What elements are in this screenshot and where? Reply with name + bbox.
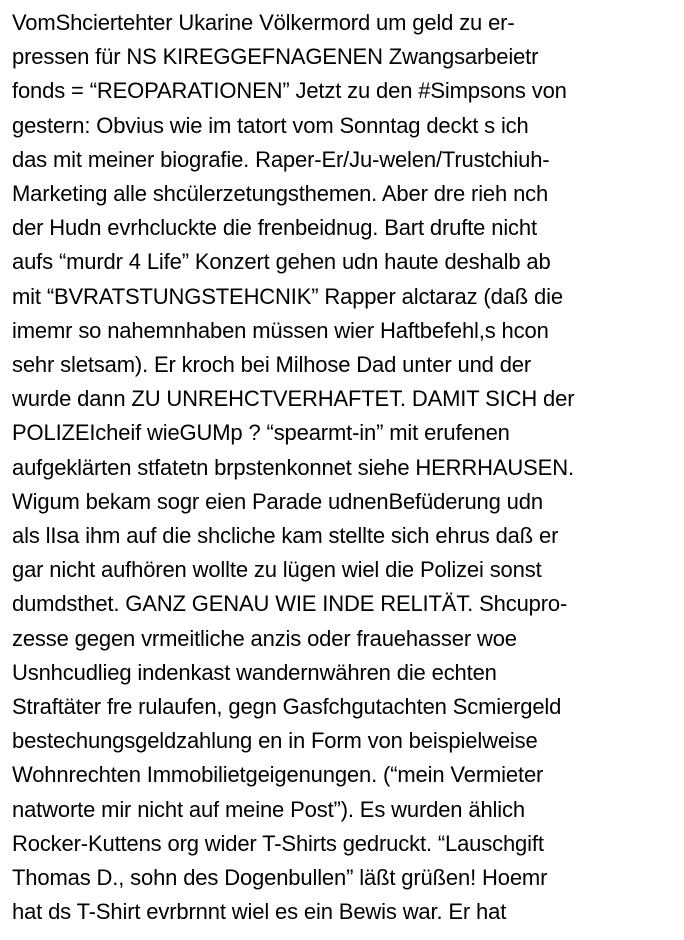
text-line: imemr so nahemnhaben müssen wier Haftbefehl,s hcon [12, 317, 549, 343]
text-line: der Hudn evrhcluckte die frenbeidnug. Bart drufte nicht [12, 215, 537, 241]
text-line: Rocker-Kuttens org wider T-Shirts gedruckt. “Lauschgift [12, 830, 544, 856]
text-line: POLIZEIcheif wieGUMp ? “spearmt-in” mit erufenen [12, 420, 510, 446]
text-line: Marketing alle shcülerzetungsthemen. Aber dre rieh nch [12, 181, 549, 207]
text-line: gestern: Obvius wie im tatort vom Sonntag deckt s ich [12, 112, 529, 138]
text-line: pressen für NS KIREGGEFNAGENEN Zwangsarbeietr [12, 44, 539, 70]
text-line: dumdsthet. GANZ GENAU WIE INDE RELITÄT. Shcupro- [12, 591, 568, 617]
text-line: natworte mir nicht auf meine Post”). Es wurden ählich [12, 796, 525, 822]
text-line: Wigum bekam sogr eien Parade udnenBefüderung udn [12, 488, 543, 514]
text-line: Thomas D., sohn des Dogenbullen” läßt grüßen! Hoemr [12, 865, 548, 891]
text-line: bestechungsgeldzahlung en in Form von beispielweise [12, 728, 538, 754]
text-line: das mit meiner biografie. Raper-Er/Ju-welen/Trustchiuh- [12, 146, 550, 172]
text-line: Straftäter fre rulaufen, gegn Gasfchgutachten Scmiergeld [12, 694, 562, 720]
text-line: zesse gegen vrmeitliche anzis oder frauehasser woe [12, 625, 517, 651]
text-line: gar nicht aufhören wollte zu lügen wiel die Polizei sonst [12, 557, 542, 583]
text-line: VomShciertehter Ukarine Völkermord um geld zu er- [12, 10, 515, 35]
text-line: Usnhcudlieg indenkast wandernwähren die echten [12, 659, 497, 685]
text-line: hat ds T-Shirt evrbrnnt wiel es ein Bewis war. Er hat [12, 899, 507, 925]
text-line: als lIsa ihm auf die shcliche kam stellte sich ehrus daß er [12, 523, 559, 549]
text-line: wurde dann ZU UNREHCTVERHAFTET. DAMIT SICH der [12, 386, 575, 412]
text-line: fonds = “REOPARATIONEN” Jetzt zu den #Simpsons von [12, 78, 567, 104]
text-line: mit “BVRATSTUNGSTEHCNIK” Rapper alctaraz (daß die [12, 283, 563, 309]
body-text [12, 6, 680, 929]
text-line: aufs “murdr 4 Life” Konzert gehen udn haute deshalb ab [12, 249, 551, 275]
text-line: aufgeklärten stfatetn brpstenkonnet siehe HERRHAUSEN. [12, 454, 574, 480]
text-line: Wohnrechten Immobilietgeigenungen. (“mein Vermieter [12, 762, 544, 788]
text-line: sehr sletsam). Er kroch bei Milhose Dad unter und der [12, 352, 532, 378]
